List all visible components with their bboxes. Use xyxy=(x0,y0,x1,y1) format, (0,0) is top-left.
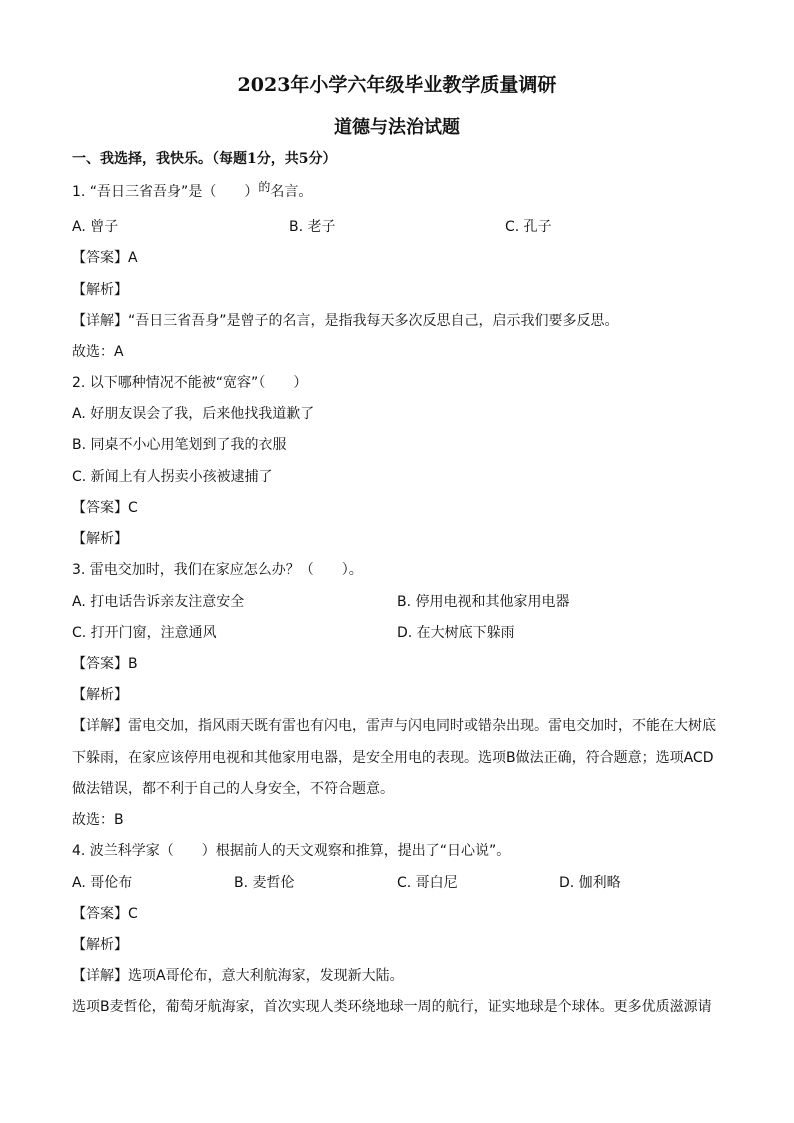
q3-detail-2: 下躲雨，在家应该停用电视和其他家用电器，是安全用电的表现。选项B做法正确，符合题意；选项ACD xyxy=(72,750,714,766)
q1-option-b: B. 老子 xyxy=(289,219,336,235)
q1-option-a: A. 曾子 xyxy=(72,219,119,235)
q2-answer: 【答案】C xyxy=(72,500,138,516)
q2-analysis: 【解析】 xyxy=(72,531,128,547)
q3-option-a: A. 打电话告诉亲友注意安全 xyxy=(72,594,245,610)
q4-option-b: B. 麦哲伦 xyxy=(234,875,295,891)
q2-option-c: C. 新闻上有人拐卖小孩被逮捕了 xyxy=(72,469,273,485)
exam-title: 2023年小学六年级毕业教学质量调研 xyxy=(237,74,557,96)
q1-stem-sup: 的 xyxy=(258,180,271,194)
section-heading: 一、我选择，我快乐。（每题1分，共5分） xyxy=(72,151,337,167)
q3-option-d: D. 在大树底下躲雨 xyxy=(397,625,515,641)
q4-option-a: A. 哥伦布 xyxy=(72,875,133,891)
q1-stem-end: 名言。 xyxy=(270,184,313,200)
q3-option-c: C. 打开门窗，注意通风 xyxy=(72,625,217,641)
q1-stem xyxy=(72,180,313,201)
q3-option-b: B. 停用电视和其他家用电器 xyxy=(397,594,570,610)
q4-detail-2: 选项B麦哲伦，葡萄牙航海家，首次实现人类环绕地球一周的航行，证实地球是个球体。更多优质滋源请 xyxy=(72,999,712,1015)
q1-analysis: 【解析】 xyxy=(72,282,128,298)
q2-option-b: B. 同桌不小心用笔划到了我的衣服 xyxy=(72,437,287,453)
q3-choose: 故选：B xyxy=(72,812,124,828)
q3-detail-3: 做法错误，都不利于自己的人身安全，不符合题意。 xyxy=(72,781,394,797)
q4-answer: 【答案】C xyxy=(72,906,138,922)
q4-detail-1: 【详解】选项A哥伦布，意大利航海家，发现新大陆。 xyxy=(72,968,404,984)
q2-option-a: A. 好朋友误会了我，后来他找我道歉了 xyxy=(72,406,315,422)
q4-option-c: C. 哥白尼 xyxy=(397,875,458,891)
q1-choose: 故选：A xyxy=(72,344,124,360)
q3-stem: 3. 雷电交加时，我们在家应怎么办？（ ）。 xyxy=(72,562,363,578)
q3-analysis: 【解析】 xyxy=(72,687,128,703)
q1-option-c: C. 孔子 xyxy=(505,219,552,235)
q4-stem: 4. 波兰科学家（ ）根据前人的天文观察和推算，提出了“日心说”。 xyxy=(72,843,511,859)
q3-answer: 【答案】B xyxy=(72,656,138,672)
q1-stem-text: 1. “吾日三省吾身”是（ ） xyxy=(72,184,259,200)
q3-detail-1: 【详解】雷电交加，指风雨天既有雷也有闪电，雷声与闪电同时或错杂出现。雷电交加时，不能在大树底 xyxy=(72,718,716,734)
exam-subtitle: 道德与法治试题 xyxy=(334,117,460,138)
q2-stem: 2. 以下哪种情况不能被“宽容”（ ） xyxy=(72,375,308,391)
q4-option-d: D. 伽利略 xyxy=(559,875,621,891)
q4-analysis: 【解析】 xyxy=(72,937,128,953)
q1-detail: 【详解】“吾日三省吾身”是曾子的名言，是指我每天多次反思自己，启示我们要多反思。 xyxy=(72,313,619,329)
q1-answer: 【答案】A xyxy=(72,250,138,266)
